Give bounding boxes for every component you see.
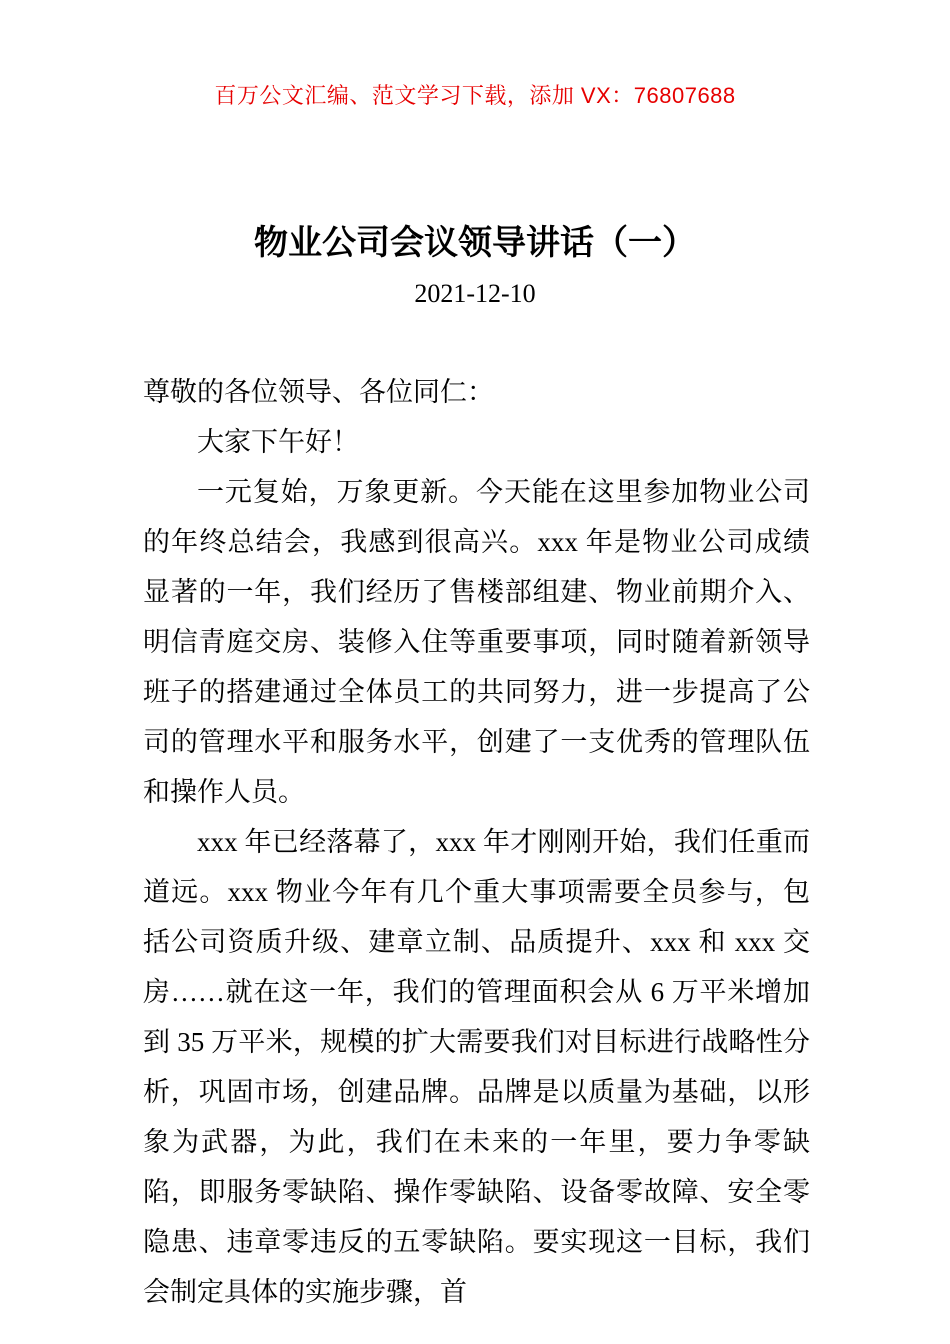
document-title: 物业公司会议领导讲话（一） bbox=[254, 224, 696, 262]
paragraph: 一元复始，万象更新。今天能在这里参加物业公司的年终总结会，我感到很高兴。xxx 年是物业公司成绩显著的一年，我们经历了售楼部组建、物业前期介入、明信青庭交房、装修入住等重要事项，同时随着新领导班子的搭建通过全体员工的共同努力，进一步提高了公司的管理水平和服务水平，创建了一支优秀的管理队伍和操作人员。 bbox=[143, 477, 810, 807]
paragraph: xxx 年已经落幕了，xxx 年才刚刚开始，我们任重而道远。xxx 物业今年有几个重大事项需要全员参与，包括公司资质升级、建章立制、品质提升、xxx 和 xxx 交房……就在这一年，我们的管理面积会从 6 万平米增加到 35 万平米，规模的扩大需要我们对目标进行战略性分析，巩固市场，创建品牌。品牌是以质量为基础，以形象为武器，为此，我们在未来的一年里，要力争零缺陷，即服务零缺陷、操作零缺陷、设备零故障、安全零隐患、违章零违反的五零缺陷。要实现这一目标，我们会制定具体的实施步骤，首 bbox=[143, 827, 810, 1307]
paragraph: 尊敬的各位领导、各位同仁： bbox=[143, 377, 494, 407]
document-date: 2021-12-10 bbox=[414, 279, 536, 308]
paragraph: 大家下午好！ bbox=[197, 427, 359, 457]
promo-banner: 百万公文汇编、范文学习下载，添加 VX：76807688 bbox=[214, 83, 736, 108]
document-body bbox=[143, 367, 810, 1317]
